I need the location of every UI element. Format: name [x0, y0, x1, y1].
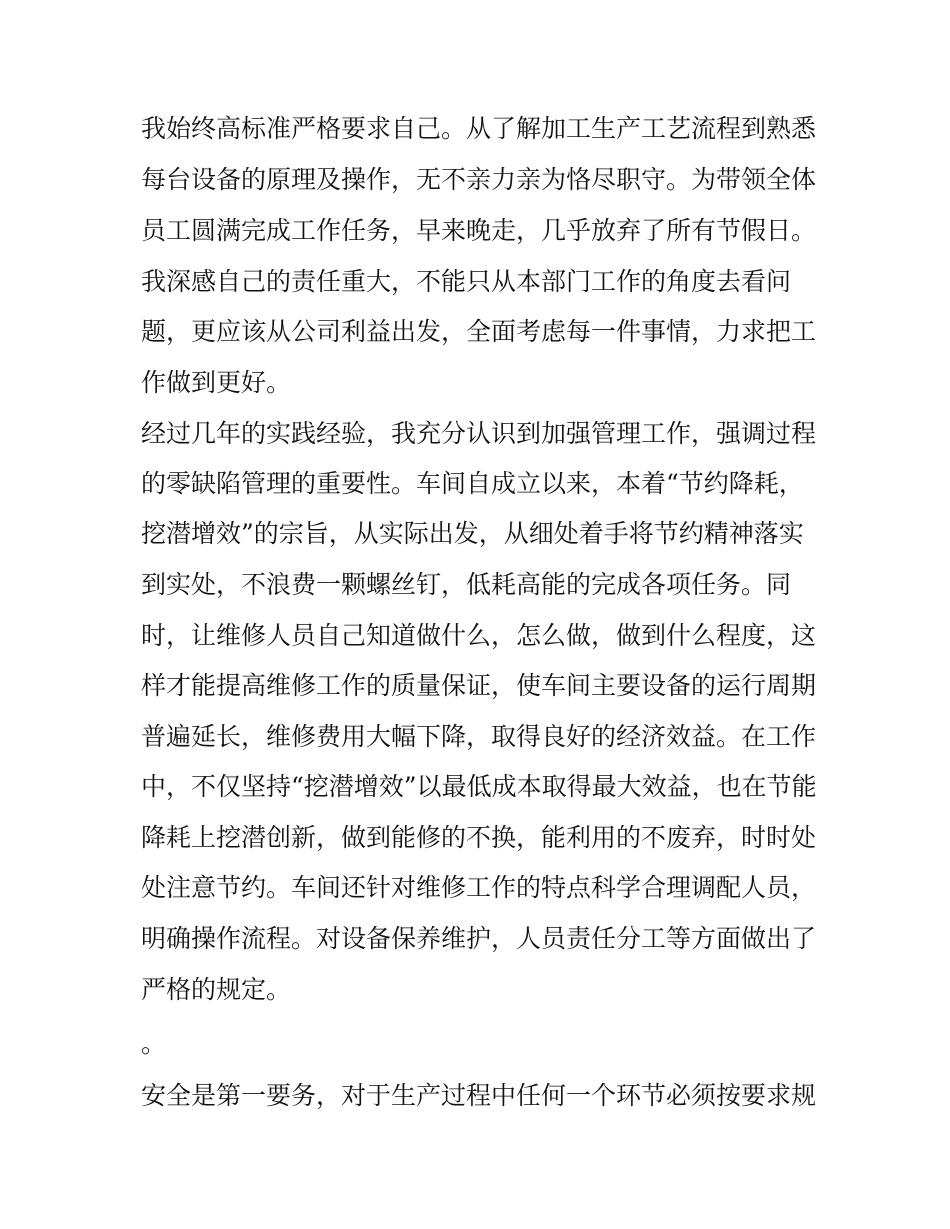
text-line: 的零缺陷管理的重要性。车间自成立以来，本着“节约降耗，	[141, 469, 804, 498]
text-line: 每台设备的原理及操作，无不亲力亲为恪尽职守。为带领全体	[141, 165, 817, 194]
text-line: 题，更应该从公司利益出发，全面考虑每一件事情，力求把工	[141, 317, 817, 346]
text-line: 严格的规定。	[141, 975, 292, 1004]
text-line: 普遍延长，维修费用大幅下降，取得良好的经济效益。在工作	[141, 722, 817, 751]
text-line: 我深感自己的责任重大，不能只从本部门工作的角度去看问	[141, 267, 792, 296]
text-line: 明确操作流程。对设备保养维护，人员责任分工等方面做出了	[141, 924, 817, 953]
text-line: 中，不仅坚持“挖潜增效”以最低成本取得最大效益，也在节能	[141, 772, 817, 801]
text-line: 。	[141, 1029, 167, 1058]
text-line: 安全是第一要务，对于生产过程中任何一个环节必须按要求规	[141, 1081, 817, 1110]
text-line: 样才能提高维修工作的质量保证，使车间主要设备的运行周期	[141, 671, 817, 700]
text-line: 经过几年的实践经验，我充分认识到加强管理工作，强调过程	[141, 419, 817, 448]
text-line: 我始终高标准严格要求自己。从了解加工生产工艺流程到熟悉	[141, 114, 817, 143]
text-line: 到实处，不浪费一颗螺丝钉，低耗高能的完成各项任务。同	[141, 570, 792, 599]
text-line: 员工圆满完成工作任务，早来晚走，几乎放弃了所有节假日。	[141, 216, 817, 245]
text-line: 处注意节约。车间还针对维修工作的特点科学合理调配人员，	[141, 873, 817, 902]
text-line: 时，让维修人员自己知道做什么，怎么做，做到什么程度，这	[141, 621, 817, 650]
text-line: 降耗上挖潜创新，做到能修的不换，能利用的不废弃，时时处	[141, 823, 817, 852]
text-line: 作做到更好。	[141, 368, 292, 397]
text-line: 挖潜增效”的宗旨，从实际出发，从细处着手将节约精神落实	[141, 519, 804, 548]
